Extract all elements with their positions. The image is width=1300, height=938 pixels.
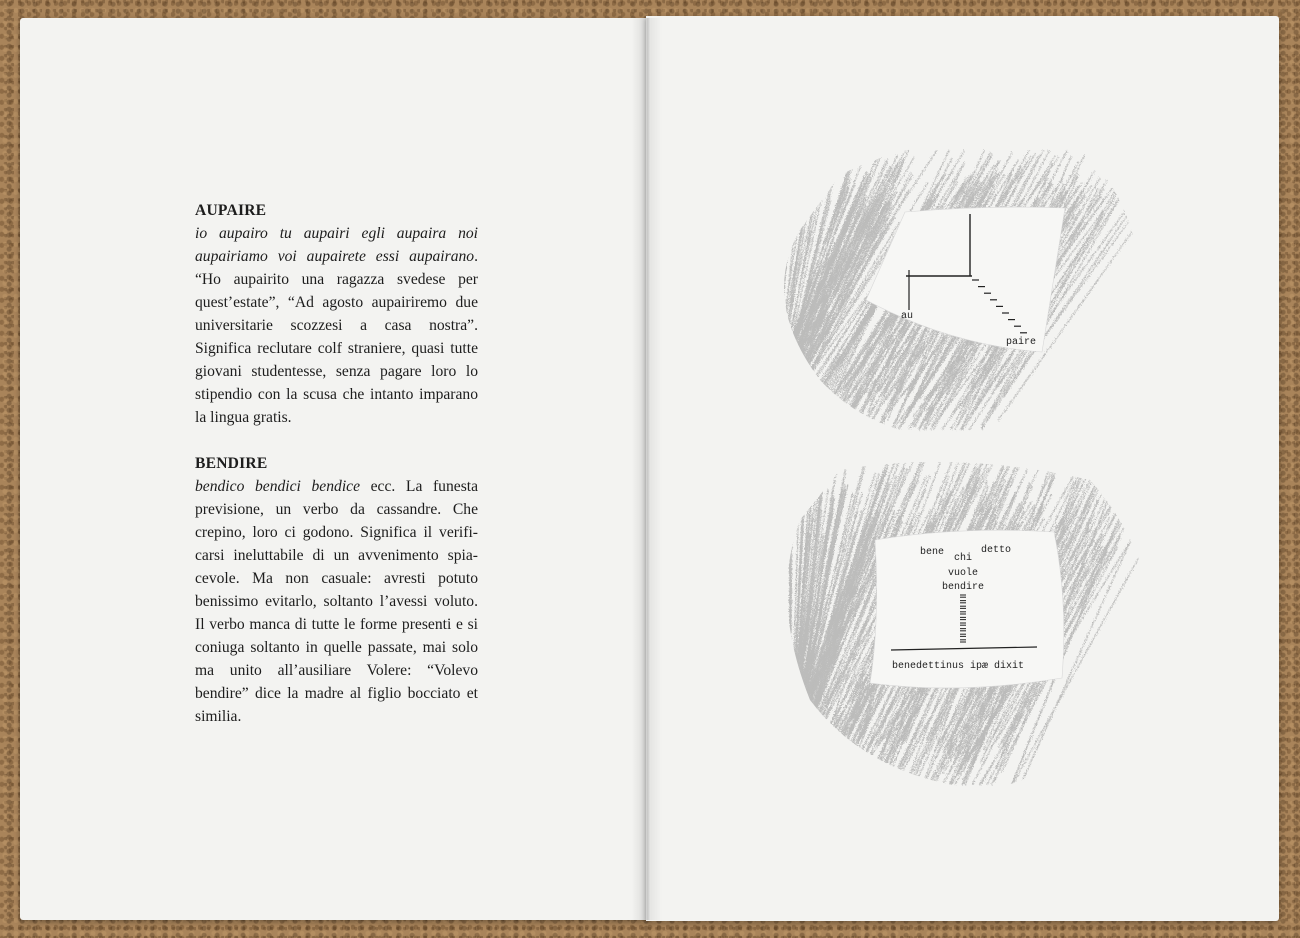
pencil-stroke (773, 168, 892, 391)
pencil-stroke (773, 178, 779, 399)
pencil-stroke (773, 183, 787, 430)
pencil-stroke (773, 171, 784, 424)
pencil-stroke (773, 196, 787, 416)
pencil-stroke (773, 162, 777, 413)
definition-text: “Ho aupairito una ragazza svedese per quest’estate”, “Ad agosto aupairiremo due universitarie scozzesi a casa nostra”. Significa reclutare colf straniere, quasi tutte giovani studentesse, senza pagare loro lo stipendio con la scusa che intanto imparano la lingua gratis. (195, 271, 478, 426)
word-detto: detto (981, 545, 1012, 556)
word-chi: chi (954, 553, 973, 564)
conjugation-suffix: ecc. (360, 478, 396, 495)
conjugation-text: bendico bendici bendice (195, 478, 360, 495)
pencil-stroke (773, 163, 775, 423)
pencil-stroke (773, 165, 788, 394)
pencil-stroke (790, 516, 792, 763)
conjugation-text: io aupairo tu aupairi egli aupaira noi aupairiamo voi aupairete essi aupairano (195, 225, 478, 265)
footer-text: benedettinus ipæ dixit (892, 661, 1025, 672)
pencil-stroke (773, 167, 793, 430)
definition-text: La funesta previsione, un verbo da cassandre. Che crepino, loro ci godono. Significa il verificarsi ineluttabile di un avvenimento spiacevole. Ma non casuale: avresti potuto benissimo evitarlo, soltanto l’avessi voluto. Il verbo manca di tutte le forme presenti e si coniuga soltanto in quelle passate, mai solo ma unito all’ausiliare Volere: “Volevo bendire” dice la madre al figlio bocciato et similia. (195, 478, 479, 725)
pencil-stroke (773, 167, 780, 409)
word-bene: bene (920, 547, 945, 558)
pencil-stroke (773, 195, 786, 412)
entry-title: BENDIRE (195, 455, 268, 472)
word-bendire: bendire (942, 582, 985, 593)
collage-bottom (870, 530, 1064, 688)
pencil-stroke (773, 206, 788, 421)
label-au: au (901, 311, 914, 322)
conjugation-suffix: . (474, 248, 478, 265)
pencil-stroke (773, 187, 777, 430)
pencil-stroke (773, 175, 793, 430)
entry-title: AUPAIRE (195, 202, 267, 219)
pencil-stroke (773, 185, 779, 405)
word-vuole: vuole (948, 568, 979, 579)
label-paire: paire (1006, 337, 1037, 348)
pencil-stroke (773, 211, 786, 428)
